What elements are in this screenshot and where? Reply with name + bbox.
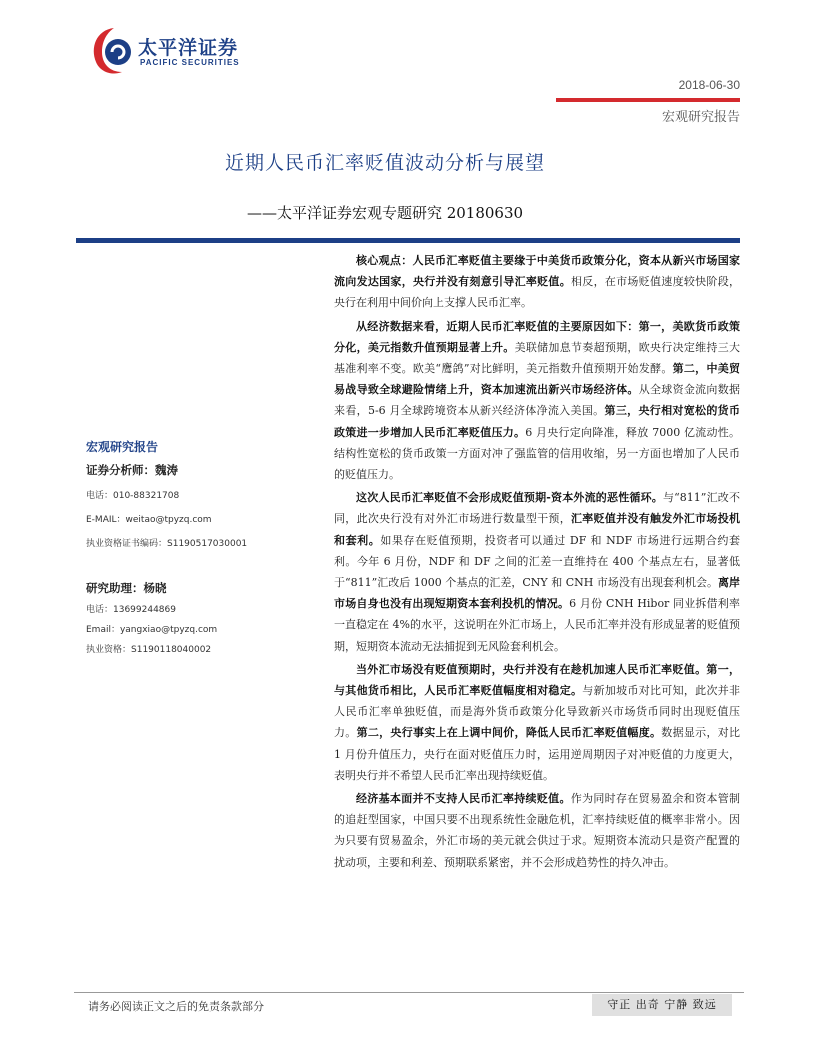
body-text: 与“811”汇改不同，此次央行没有对外汇市场进行数量型干预，: [334, 491, 740, 526]
bold-text: 当外汇市场没有贬值预期时，央行并没有在趁机加速人民币汇率贬值。第一，与其他货币相比，人民币汇率贬值幅度相对稳定。: [334, 662, 740, 698]
analyst-phone: 电话：010-88321708: [86, 491, 180, 501]
assistant-phone: 电话：13699244869: [86, 605, 176, 615]
logo-name-en: PACIFIC SECURITIES: [140, 58, 240, 67]
body-text: 数据显示，对比 1 月份升值压力，央行在面对贬值压力时，运用逆周期因子对冲贬值的力度更大，表明央行并不希望人民币汇率出现持续贬值。: [334, 726, 741, 782]
analyst-email: E-MAIL：weitao@tpyzq.com: [86, 515, 212, 525]
bold-text: 这次人民币汇率贬值不会形成贬值预期-资本外流的恶性循环。: [356, 491, 663, 505]
bold-text: 汇率贬值并没有触发外汇市场投机和套利。: [334, 512, 740, 547]
body-text: 6 月份 CNH Hibor 同业拆借利率一直稳定在 4%的水平，这说明在外汇市场上，人民币汇率并没有形成显著的贬值预期，短期资本流动无法捕捉到无风险套利机会。: [334, 597, 741, 653]
footer-divider: [74, 992, 744, 993]
logo-name-cn: 太平洋证券: [138, 37, 239, 59]
paragraph-reasons: [334, 316, 740, 486]
title-divider: [76, 238, 740, 243]
footer-motto: 守正 出奇 宁静 致远: [592, 994, 732, 1016]
body-text: 与新加坡币对比可知，此次并非人民币汇率单独贬值，而是海外货币政策分化导致新兴市场货币同时出现贬值压力。: [334, 684, 741, 740]
body-text: 从全球资金流向数据来看，5-6 月全球跨境资本从新兴经济体净流入美国。: [334, 383, 741, 418]
paragraph-central-bank: [334, 659, 740, 786]
bold-text: 从经济数据来看，近期人民币汇率贬值的主要原因如下：第一，美欧货币政策分化，美元指数升值预期显著上升。: [334, 319, 740, 354]
page-subtitle: ——太平洋证券宏观专题研究 20180630: [246, 204, 524, 222]
report-body: [334, 250, 740, 875]
paragraph-fundamentals: [334, 788, 740, 873]
assistant-email: Email：yangxiao@tpyzq.com: [86, 625, 218, 635]
paragraph-no-vicious-cycle: [334, 487, 740, 657]
bold-text: 离岸市场自身也没有出现短期资本套利投机的情况。: [334, 576, 741, 611]
body-text: 美联储加息节奏超预期，欧央行决定维持三大基准利率不变。欧美“鹰鸽”对比鲜明，美元指数升值预期开始发酵。: [334, 340, 741, 376]
sidebar-section-title: 宏观研究报告: [86, 440, 159, 454]
bold-text: 第三，央行相对宽松的货币政策进一步增加人民币汇率贬值压力。: [334, 404, 741, 439]
analyst-name: 证券分析师：魏涛: [86, 463, 178, 477]
page-title: 近期人民币汇率贬值波动分析与展望: [224, 152, 545, 174]
bold-text: 核心观点：人民币汇率贬值主要缘于中美货币政策分化，资本从新兴市场国家流向发达国家，央行并没有刻意引导汇率贬值。: [334, 254, 740, 289]
body-text: 6 月央行定向降准，释放 7000 亿流动性。结构性宽松的货币政策一方面对冲了强监管的信用收缩，另一方面也增加了人民币的贬值压力。: [334, 425, 741, 482]
assistant-license: 执业资格：S1190118040002: [86, 645, 212, 655]
assistant-name: 研究助理：杨晓: [86, 581, 167, 595]
paragraph-core-view: [334, 250, 740, 314]
logo-blue-circle: [105, 39, 131, 65]
report-type: 宏观研究报告: [661, 110, 740, 125]
analyst-license: 执业资格证书编码：S1190517030001: [86, 539, 248, 549]
bold-text: 第二，中美贸易战导致全球避险情绪上升，资本加速流出新兴市场经济体。: [334, 362, 740, 397]
bold-text: 第二，央行事实上在上调中间价，降低人民币汇率贬值幅度。: [356, 726, 662, 740]
body-text: 如果存在贬值预期，投资者可以通过 DF 和 NDF 市场进行远期合约套利。今年 6 月份，NDF 和 DF 之间的汇差一直维持在 400 个基点左右，显著低于“811”汇改后 1000 个基点的汇差，CNY 和 CNH 市场没有出现套利机会。: [334, 533, 741, 590]
body-text: 相反，在市场贬值速度较快阶段，央行在利用中间价向上支撑人民币汇率。: [334, 275, 740, 310]
header-red-bar: [556, 98, 740, 102]
bold-text: 经济基本面并不支持人民币汇率持续贬值。: [356, 792, 571, 806]
footer-disclaimer: 请务必阅读正文之后的免责条款部分: [88, 1000, 264, 1013]
body-text: 作为同时存在贸易盈余和资本管制的追赶型国家，中国只要不出现系统性金融危机，汇率持续贬值的概率非常小。因为只要有贸易盈余，外汇市场的美元就会供过于求。短期资本流动只是资产配置的扰动项，主要和利差、预期联系紧密，并不会形成趋势性的持久冲击。: [334, 792, 741, 869]
report-date: 2018-06-30: [678, 78, 740, 92]
